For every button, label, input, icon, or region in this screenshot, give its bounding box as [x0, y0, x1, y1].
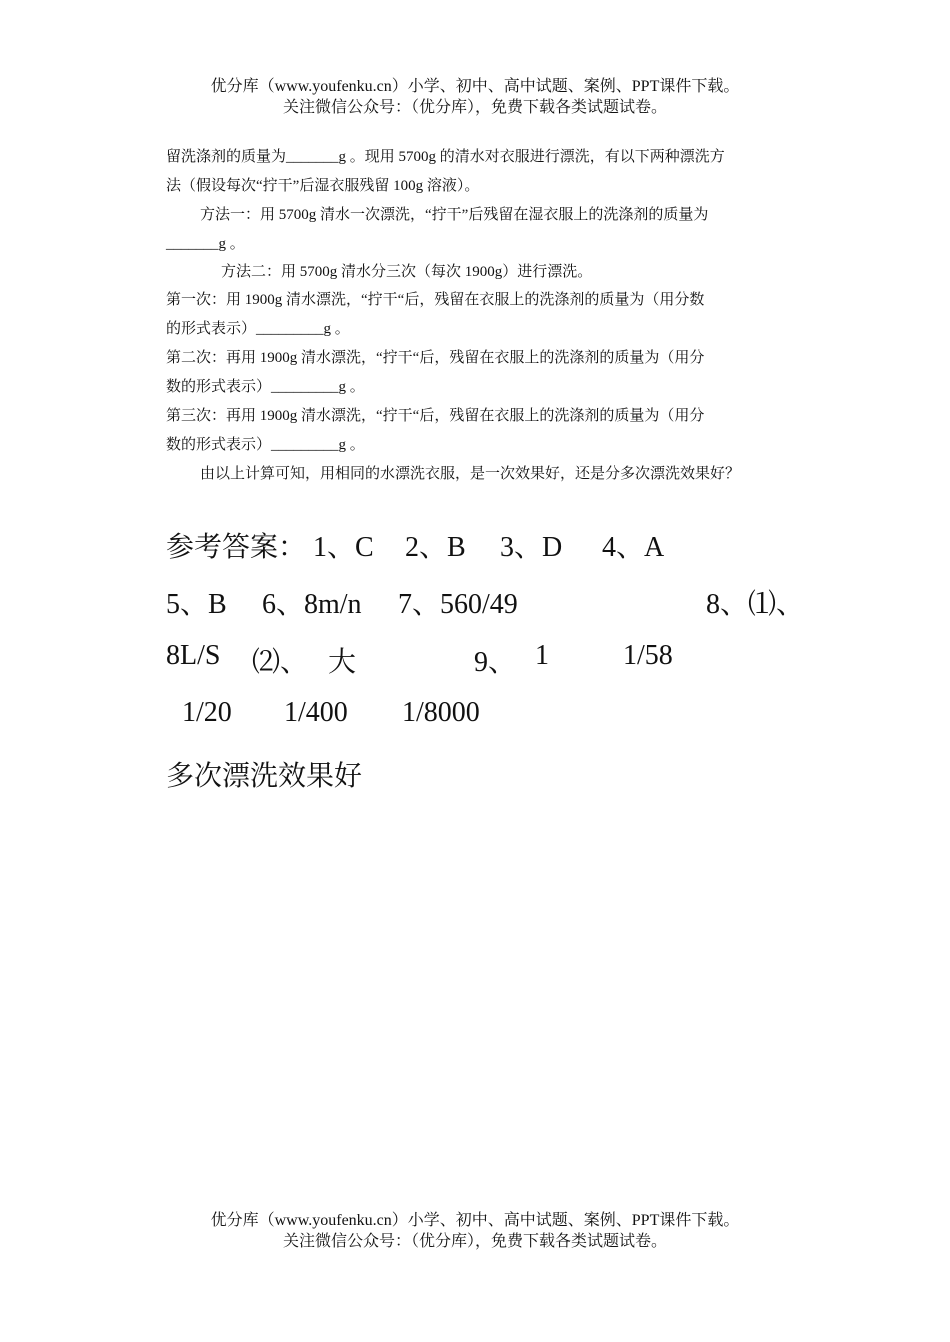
header-line-2: 关注微信公众号：（优分库），免费下载各类试题试卷。 — [282, 99, 667, 116]
body-line-9: 数的形式表示）_________g 。 — [166, 379, 365, 395]
body-line-6: 第一次：用 1900g 清水漂洗，“拧干“后，残留在衣服上的洗涤剂的质量为（用分数 — [166, 292, 705, 308]
answer-5: 5、B — [166, 589, 227, 620]
footer-line-1: 优分库（www.youfenku.cn）小学、初中、高中试题、案例、PPT课件下载。 — [210, 1212, 740, 1229]
body-line-7: 的形式表示）_________g 。 — [166, 321, 350, 337]
answer-conclusion: 多次漂洗效果好 — [166, 761, 363, 792]
answer-9-label: 9、 — [474, 647, 517, 678]
body-line-4: _______g 。 — [166, 236, 245, 252]
answer-9-value-1: 1 — [535, 640, 549, 671]
answer-7: 7、560/49 — [398, 589, 518, 620]
body-line-11: 数的形式表示）_________g 。 — [166, 437, 365, 453]
answer-3: 3、D — [500, 532, 563, 563]
body-line-2: 法（假设每次“拧干”后湿衣服残留 100g 溶液）。 — [166, 178, 480, 194]
body-line-8: 第二次：再用 1900g 清水漂洗，“拧干“后，残留在衣服上的洗涤剂的质量为（用分 — [166, 350, 705, 366]
body-line-5: 方法二：用 5700g 清水分三次（每次 1900g）进行漂洗。 — [221, 264, 593, 280]
body-line-3: 方法一：用 5700g 清水一次漂洗，“拧干”后残留在湿衣服上的洗涤剂的质量为 — [200, 207, 709, 223]
answer-9-value-5: 1/8000 — [402, 697, 480, 728]
answer-title: 参考答案： — [166, 532, 307, 563]
answer-9-value-2: 1/58 — [623, 640, 673, 671]
answer-6: 6、8m/n — [262, 589, 362, 620]
body-line-12: 由以上计算可知，用相同的水漂洗衣服，是一次效果好，还是分多次漂洗效果好？ — [200, 466, 741, 482]
answer-8-part-1: 8L/S — [166, 640, 221, 671]
answer-9-value-3: 1/20 — [182, 697, 232, 728]
answer-1: 1、C — [313, 532, 374, 563]
page-header — [0, 76, 950, 118]
page-footer — [0, 1210, 950, 1252]
answer-8: 8、⑴、 — [706, 589, 805, 620]
answer-2: 2、B — [405, 532, 466, 563]
answer-4: 4、A — [602, 532, 665, 563]
header-line-1: 优分库（www.youfenku.cn）小学、初中、高中试题、案例、PPT课件下载。 — [210, 78, 740, 95]
body-line-1: 留洗涤剂的质量为_______g 。现用 5700g 的清水对衣服进行漂洗，有以下两种漂洗方 — [166, 149, 725, 165]
answer-8-part-2-label: ⑵、 — [252, 647, 309, 678]
body-line-10: 第三次：再用 1900g 清水漂洗，“拧干“后，残留在衣服上的洗涤剂的质量为（用分 — [166, 408, 705, 424]
answer-8-part-2-value: 大 — [328, 647, 357, 678]
answer-9-value-4: 1/400 — [284, 697, 348, 728]
footer-line-2: 关注微信公众号：（优分库），免费下载各类试题试卷。 — [282, 1233, 667, 1250]
